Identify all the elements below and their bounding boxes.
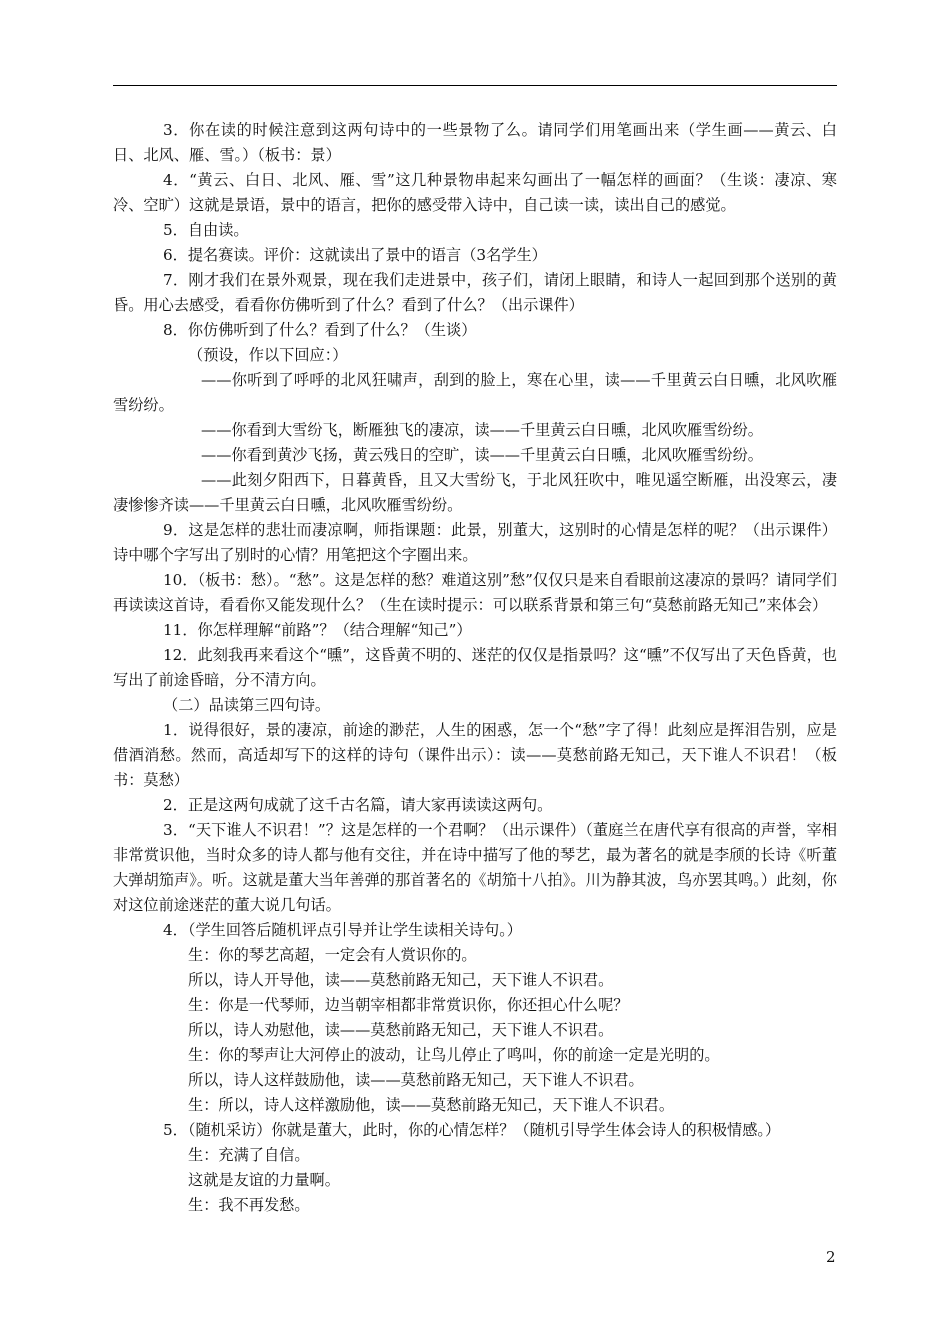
paragraph: （预设，作以下回应：） — [188, 346, 348, 364]
paragraph: 6．提名赛读。评价：这就读出了景中的语言（3名学生） — [163, 246, 547, 264]
paragraph: （二）品读第三四句诗。 — [163, 696, 331, 714]
paragraph: 10．（板书：愁）。“愁”。这是怎样的愁？难道这别”愁”仅仅只是来自看眼前这凄凉的景吗？请同学们再读读这首诗，看看你又能发现什么？（生在读时提示：可以联系背景和第三句“莫愁前路无知己”来体会） — [113, 571, 837, 614]
paragraph: 8．你仿佛听到了什么？看到了什么？（生谈） — [163, 321, 477, 339]
paragraph: 5．自由读。 — [163, 221, 249, 239]
paragraph: ——你看到大雪纷飞，断雁独飞的凄凉，读——千里黄云白日曛，北风吹雁雪纷纷。 — [201, 421, 763, 439]
paragraph: 3．“天下谁人不识君！”？这是怎样的一个君啊？（出示课件）（董庭兰在唐代享有很高的声誉，宰相非常赏识他，当时众多的诗人都与他有交往，并在诗中描写了他的琴艺，最为著名的就是李颀的长诗《听董大弹胡笳声》。听。这就是董大当年善弹的那首著名的《胡笳十八拍》。川为静其波，鸟亦罢其鸣。）此刻，你对这位前途迷茫的董大说几句话。 — [113, 821, 837, 914]
paragraph: 4．（学生回答后随机评点引导并让学生读相关诗句。） — [163, 921, 522, 939]
paragraph: 5．（随机采访）你就是董大，此时，你的心情怎样？（随机引导学生体会诗人的积极情感。） — [163, 1121, 781, 1139]
document-body — [113, 118, 837, 1218]
paragraph: ——你听到了呼呼的北风狂啸声，刮到的脸上，寒在心里，读——千里黄云白日曛，北风吹雁雪纷纷。 — [113, 371, 837, 414]
paragraph: ——你看到黄沙飞扬，黄云残日的空旷，读——千里黄云白日曛，北风吹雁雪纷纷。 — [201, 446, 763, 464]
paragraph: 3．你在读的时候注意到这两句诗中的一些景物了么。请同学们用笔画出来（学生画——黄云、白日、北风、雁、雪。）（板书：景） — [113, 121, 837, 164]
paragraph: 生：你是一代琴师，边当朝宰相都非常赏识你，你还担心什么呢？ — [188, 996, 629, 1014]
paragraph: 生：充满了自信。 — [188, 1146, 310, 1164]
paragraph: 2．正是这两句成就了这千古名篇，请大家再读读这两句。 — [163, 796, 553, 814]
paragraph: 这就是友谊的力量啊。 — [188, 1171, 340, 1189]
paragraph: 生：你的琴声让大河停止的波动，让鸟儿停止了鸣叫，你的前途一定是光明的。 — [188, 1046, 720, 1064]
paragraph: ——此刻夕阳西下，日暮黄昏，且又大雪纷飞，于北风狂吹中，唯见遥空断雁，出没寒云，凄凄惨惨齐读——千里黄云白日曛，北风吹雁雪纷纷。 — [113, 471, 837, 514]
paragraph: 所以，诗人开导他，读——莫愁前路无知己，天下谁人不识君。 — [188, 971, 614, 989]
paragraph: 生：我不再发愁。 — [188, 1196, 310, 1214]
paragraph: 所以，诗人这样鼓励他，读——莫愁前路无知己，天下谁人不识君。 — [188, 1071, 644, 1089]
paragraph: 1．说得很好，景的凄凉，前途的渺茫，人生的困惑，怎一个“愁”字了得！此刻应是挥泪告别，应是借酒消愁。然而，高适却写下的这样的诗句（课件出示）：读——莫愁前路无知己，天下谁人不识君！（板书：莫愁） — [113, 721, 837, 789]
paragraph: 11．你怎样理解“前路”？（结合理解“知己”） — [163, 621, 472, 639]
header-rule — [113, 85, 837, 86]
page-number: 2 — [826, 1248, 836, 1266]
paragraph: 所以，诗人劝慰他，读——莫愁前路无知己，天下谁人不识君。 — [188, 1021, 614, 1039]
paragraph: 生：你的琴艺高超，一定会有人赏识你的。 — [188, 946, 477, 964]
paragraph: 9．这是怎样的悲壮而凄凉啊，师指课题：此景，别董大，这别时的心情是怎样的呢？（出示课件）诗中哪个字写出了别时的心情？用笔把这个字圈出来。 — [113, 521, 837, 564]
paragraph: 12．此刻我再来看这个“曛”，这昏黄不明的、迷茫的仅仅是指景吗？这“曛”不仅写出了天色昏黄，也写出了前途昏暗，分不清方向。 — [113, 646, 837, 689]
paragraph: 7．刚才我们在景外观景，现在我们走进景中，孩子们，请闭上眼睛，和诗人一起回到那个送别的黄昏。用心去感受，看看你仿佛听到了什么？看到了什么？（出示课件） — [113, 271, 837, 314]
paragraph: 生：所以，诗人这样激励他，读——莫愁前路无知己，天下谁人不识君。 — [188, 1096, 674, 1114]
paragraph: 4．“黄云、白日、北风、雁、雪”这几种景物串起来勾画出了一幅怎样的画面？（生谈：凄凉、寒冷、空旷）这就是景语，景中的语言，把你的感受带入诗中，自己读一读，读出自己的感觉。 — [113, 171, 837, 214]
